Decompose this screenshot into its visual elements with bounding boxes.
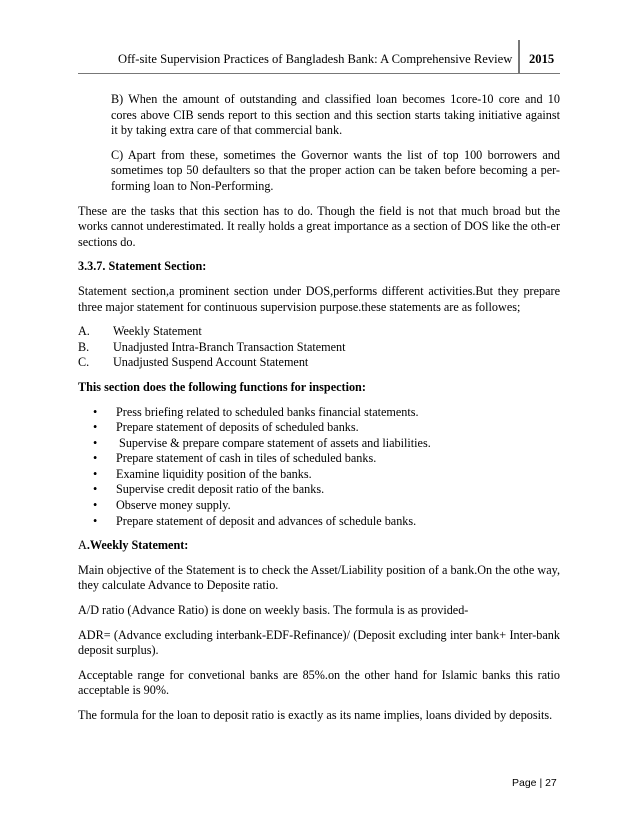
loan-deposit-paragraph: The formula for the loan to deposit ratio is exactly as its name implies, loans divided by deposits. bbox=[78, 708, 553, 722]
adr-formula-paragraph: ADR= (Advance excluding interbank-EDF-Refinance)/ (Deposit excluding inter bank+ Inter-bank deposit surplus). bbox=[78, 627, 560, 658]
item-b-paragraph: B) When the amount of outstanding and classified loan becomes 1core-10 core and 10 cores above CIB sends report to this section and this section starts taking initiative against it by taking extra care of that commercial bank. bbox=[111, 92, 560, 138]
section-heading: 3.3.7. Statement Section: bbox=[78, 259, 207, 274]
bullet-icon: • bbox=[93, 404, 98, 419]
list-item bbox=[78, 340, 560, 356]
weekly-objective-paragraph: Main objective of the Statement is to check the Asset/Liability position of a bank.On the othe way, they calculate Advance to Deposite ratio. bbox=[78, 562, 560, 593]
statements-list bbox=[78, 324, 560, 371]
list-item bbox=[78, 514, 560, 530]
bullet-icon: • bbox=[93, 451, 98, 466]
page-header bbox=[0, 40, 638, 76]
list-item bbox=[78, 324, 560, 340]
weekly-heading-prefix: A bbox=[78, 538, 87, 553]
list-item bbox=[78, 498, 560, 514]
acceptable-range-paragraph: Acceptable range for convetional banks are 85%.on the other hand for Islamic banks this ratio acceptable is 90%. bbox=[78, 667, 560, 698]
bullet-icon: • bbox=[93, 498, 98, 513]
item-c-paragraph: C) Apart from these, sometimes the Governor wants the list of top 100 borrowers and sometimes top 50 defaulters so that the proper action can be taken before becoming a per-forming loan to Non-Performing. bbox=[111, 147, 560, 193]
tasks-paragraph: These are the tasks that this section has to do. Though the field is not that much broad but the works cannot underestimated. It really holds a great importance as a section of DOS like the oth-er sections do. bbox=[78, 203, 560, 249]
page-number: Page | 27 bbox=[512, 777, 557, 789]
ad-ratio-paragraph: A/D ratio (Advance Ratio) is done on weekly basis. The formula is as provided- bbox=[78, 603, 469, 618]
list-item-text: Prepare statement of deposit and advances of schedule banks. bbox=[116, 513, 417, 528]
list-item-text: Press briefing related to scheduled banks financial statements. bbox=[116, 404, 419, 419]
bullet-icon: • bbox=[93, 513, 98, 528]
bullet-icon: • bbox=[93, 466, 98, 481]
list-item-text: Weekly Statement bbox=[113, 324, 202, 339]
bullet-icon: • bbox=[93, 435, 98, 450]
list-item bbox=[78, 405, 560, 421]
list-item-text: Unadjusted Intra-Branch Transaction Statement bbox=[113, 339, 346, 354]
list-item-text: Supervise & prepare compare statement of assets and liabilities. bbox=[116, 435, 431, 450]
functions-list bbox=[78, 405, 560, 530]
list-item-text: Supervise credit deposit ratio of the banks. bbox=[116, 482, 325, 497]
list-item bbox=[78, 467, 560, 483]
functions-heading: This section does the following functions for inspection: bbox=[78, 379, 366, 394]
header-divider bbox=[518, 40, 520, 74]
list-item bbox=[78, 451, 560, 467]
list-item-text: Prepare statement of deposits of scheduled banks. bbox=[116, 420, 359, 435]
list-item bbox=[78, 355, 560, 371]
list-marker: B. bbox=[78, 339, 90, 354]
weekly-heading-text: .Weekly Statement: bbox=[86, 538, 189, 553]
bullet-icon: • bbox=[93, 482, 98, 497]
list-item-text: Unadjusted Suspend Account Statement bbox=[113, 355, 309, 370]
weekly-heading bbox=[78, 538, 560, 554]
list-item-text: Observe money supply. bbox=[116, 498, 231, 513]
list-item-text: Examine liquidity position of the banks. bbox=[116, 466, 312, 481]
section-intro-paragraph: Statement section,a prominent section under DOS,performs different activities.But they prepare three major statement for continuous supervision purpose.these statements are as followes; bbox=[78, 283, 560, 314]
header-title: Off-site Supervision Practices of Bangladesh Bank: A Comprehensive Review bbox=[118, 52, 513, 66]
list-marker: A. bbox=[78, 324, 90, 339]
list-item bbox=[78, 420, 560, 436]
list-item bbox=[78, 436, 560, 452]
header-year: 2015 bbox=[529, 52, 555, 66]
list-marker: C. bbox=[78, 355, 90, 370]
list-item bbox=[78, 482, 560, 498]
bullet-icon: • bbox=[93, 420, 98, 435]
header-rule bbox=[78, 73, 560, 74]
page-body bbox=[78, 92, 560, 724]
list-item-text: Prepare statement of cash in tiles of scheduled banks. bbox=[116, 451, 377, 466]
